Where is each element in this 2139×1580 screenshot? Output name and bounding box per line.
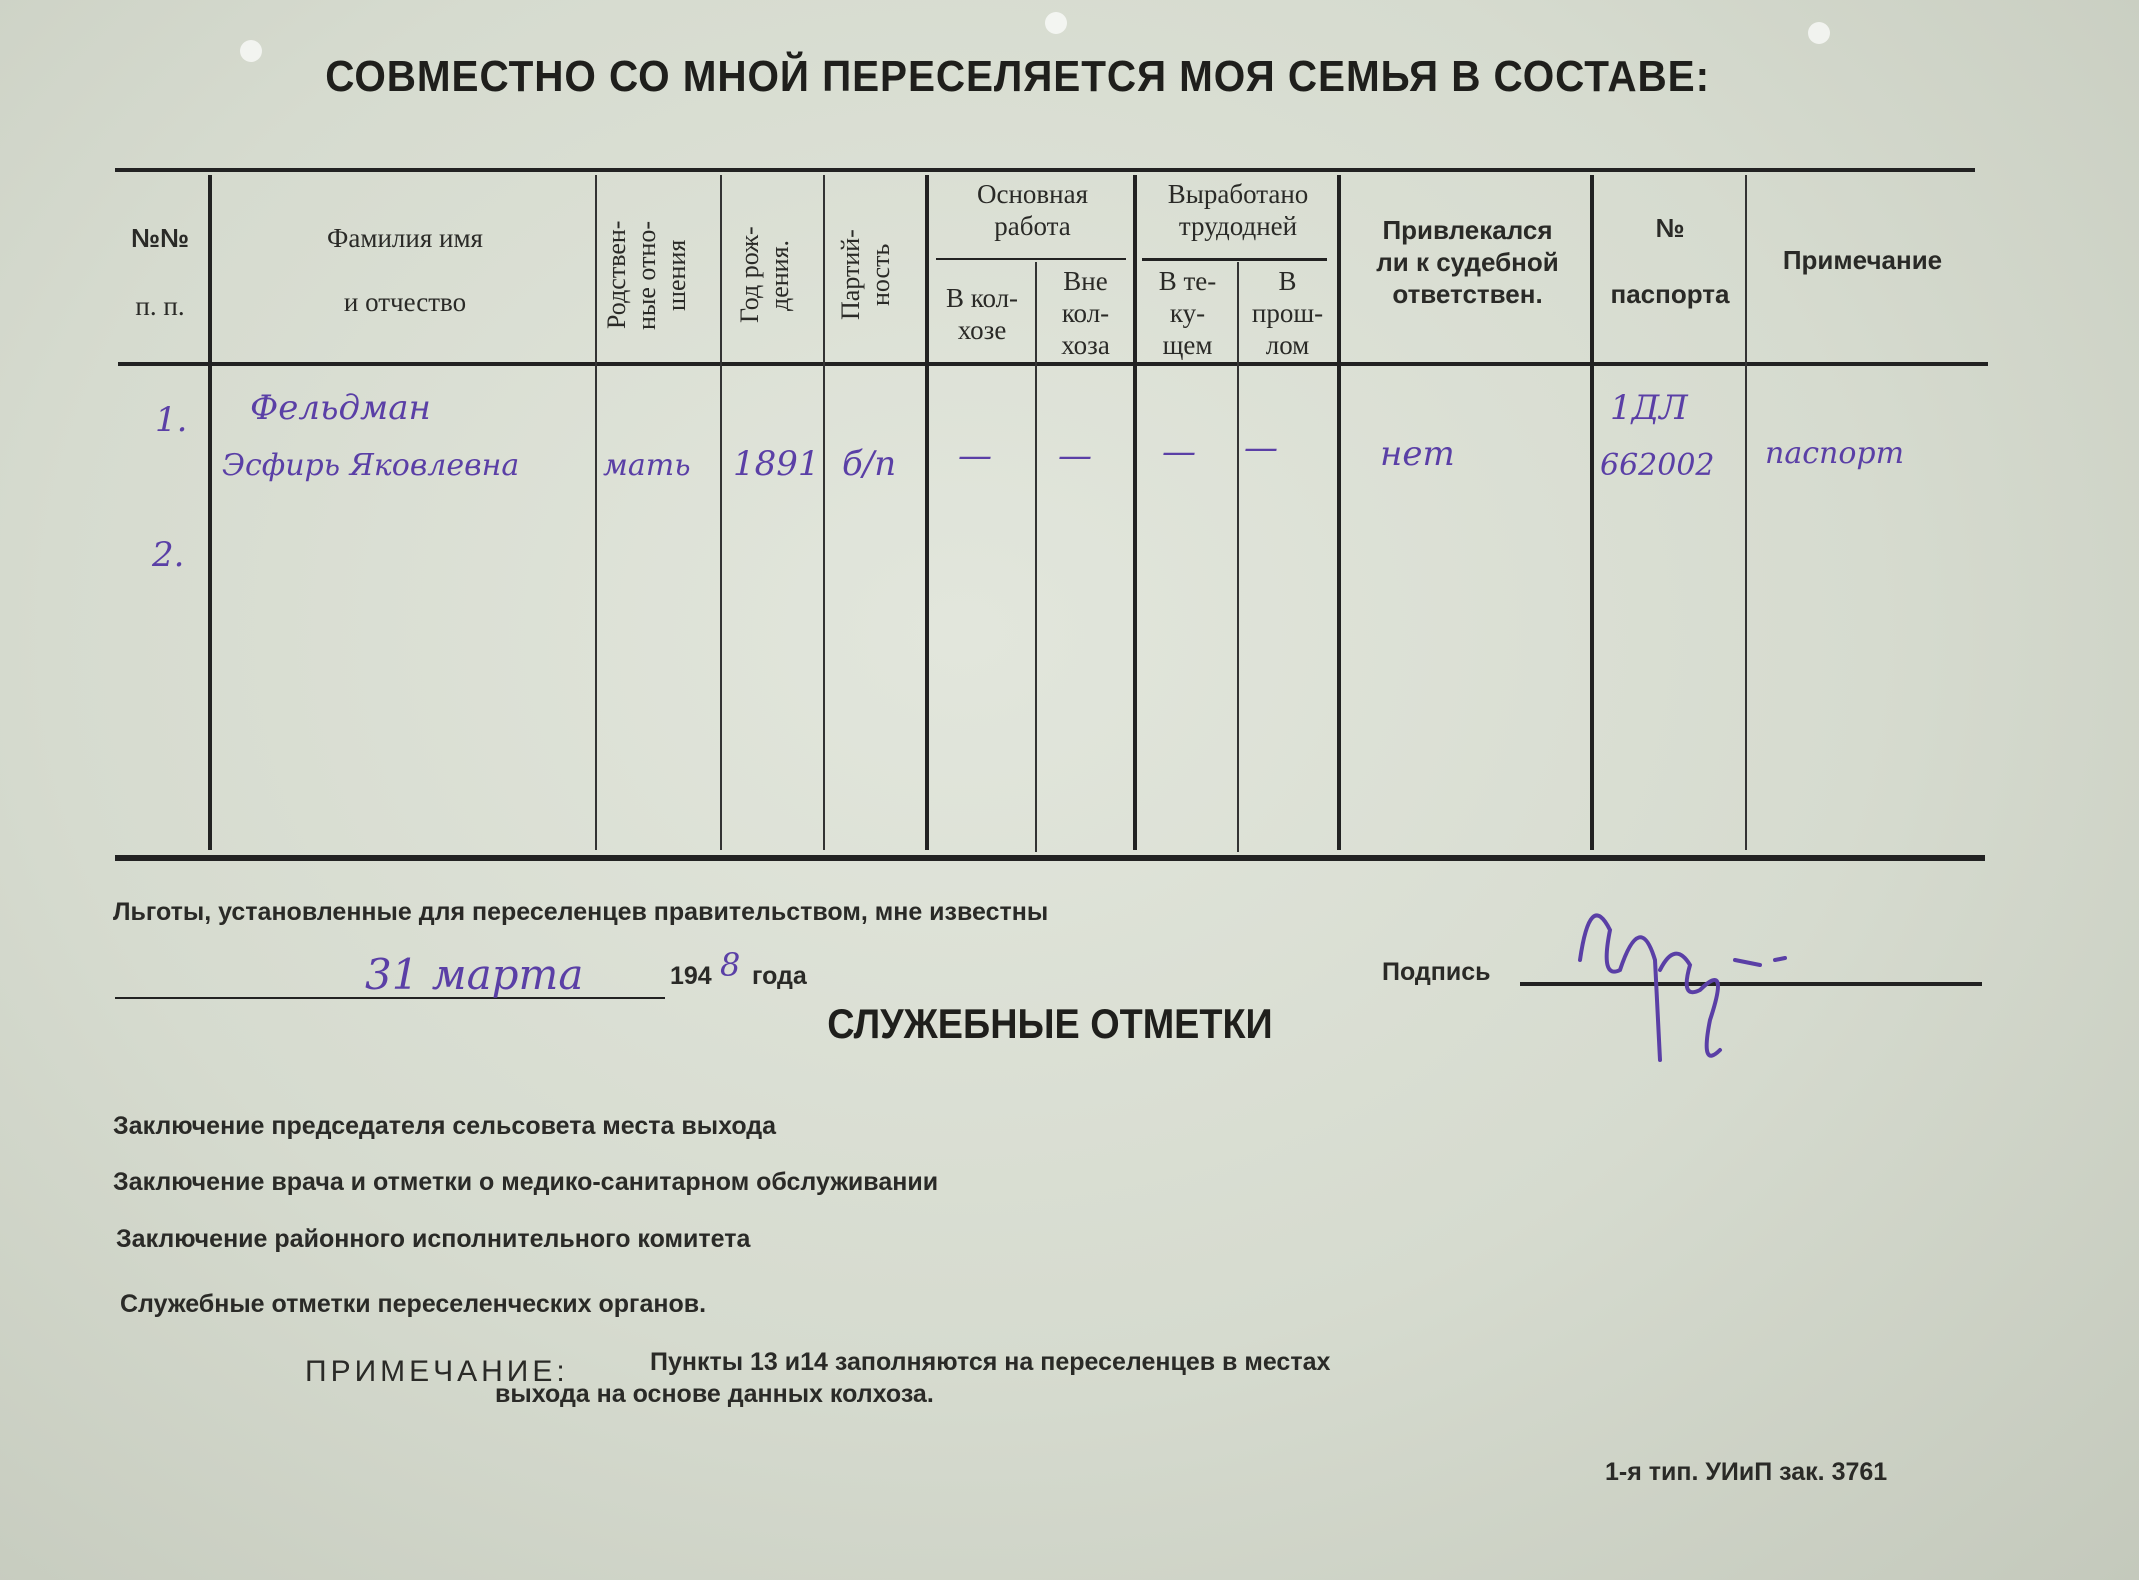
header-num-top: №№ [131,223,189,253]
row1-relation: мать [603,448,691,483]
row1-court: нет [1380,434,1455,474]
header-passport-bottom: паспорта [1610,279,1730,309]
header-party: Партий- ность [836,229,895,321]
header-year: Год рож- дения. [735,226,794,324]
workdays-subrule [1142,258,1327,261]
page-title: СОВМЕСТНО СО МНОЙ ПЕРЕСЕЛЯЕТСЯ МОЯ СЕМЬЯ В СОСТАВЕ: [325,52,1710,101]
col-rule [720,175,722,850]
col-rule [1237,262,1239,852]
row1-passport-series: 1ДЛ [1610,388,1688,428]
header-bottom-rule [118,362,1988,366]
header-passport-top: № [1655,213,1685,243]
table-bottom-rule [115,855,1985,861]
row1-note: паспорт [1765,436,1905,471]
signature-label: Подпись [1382,958,1491,986]
note-line2: выхода на основе данных колхоза. [495,1380,934,1408]
row1-year: 1891 [733,444,820,484]
note-label: ПРИМЕЧАНИЕ: [305,1355,569,1388]
date-suffix: года [752,962,807,990]
date-day-month: 31 марта [365,950,584,999]
pin-hole [1045,12,1067,34]
row1-in-kolkhoz: — [958,436,992,476]
service-item: Заключение врача и отметки о медико-санитарном обслуживании [113,1168,939,1196]
header-past: В прош- лом [1251,266,1324,360]
row1-current: — [1162,432,1196,472]
date-year-suffix: 8 [720,946,741,984]
note-line1: Пункты 13 и14 заполняются на переселенцев в местах [650,1348,1331,1376]
col-rule [1337,175,1341,850]
pin-hole [1808,22,1830,44]
table-top-rule [115,168,1975,172]
header-main-work: Основная работа [976,179,1089,241]
pin-hole [240,40,262,62]
header-outside-kolkhoz: Вне кол- хоза [1061,266,1110,360]
col-rule [595,175,597,850]
col-rule [925,175,929,850]
service-item: Заключение районного исполнительного комитета [116,1225,751,1253]
row1-num: 1. [155,400,188,440]
header-court: Привлекался ли к судебной ответствен. [1376,215,1559,309]
col-rule [1590,175,1594,850]
printer-info: 1-я тип. УИиП зак. 3761 [1605,1458,1888,1486]
row1-surname: Фельдман [250,388,431,428]
date-year-prefix: 194 [670,962,712,990]
header-relation: Родствен- ные отно- шения [602,220,691,330]
row2-num: 2. [152,535,185,575]
header-name-bottom: и отчество [343,287,467,317]
benefits-text: Льготы, установленные для переселенцев правительством, мне известны [113,898,1049,926]
col-rule [823,175,825,850]
service-item: Служебные отметки переселенческих органов. [120,1290,707,1318]
col-rule [1035,262,1037,852]
header-workdays: Выработано трудодней [1167,179,1309,241]
header-note: Примечание [1782,245,1943,275]
header-in-kolkhoz: В кол- хозе [945,283,1019,345]
row1-passport-number: 662002 [1600,448,1715,483]
row1-past: — [1244,428,1278,468]
header-name-top: Фамилия имя [327,223,483,253]
row1-outside-kolkhoz: — [1058,436,1092,476]
service-item: Заключение председателя сельсовета места выхода [113,1112,777,1140]
row1-party: б/п [842,444,897,484]
header-num-bottom: п. п. [135,291,185,321]
work-subrule [936,258,1126,260]
header-current: В те- ку- щем [1158,266,1217,360]
col-rule [1745,175,1747,850]
col-rule [208,175,212,850]
row1-name: Эсфирь Яковлевна [222,448,520,483]
col-rule [1133,175,1137,850]
service-title: СЛУЖЕБНЫЕ ОТМЕТКИ [827,1000,1273,1047]
signature-scribble [1560,870,1820,1090]
